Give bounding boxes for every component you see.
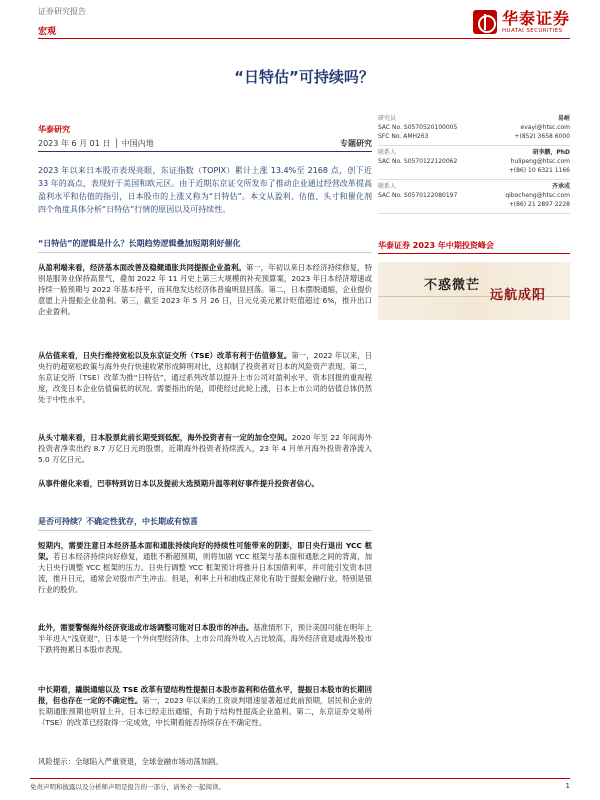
company-logo [473,10,570,34]
intro-summary: 2023 年以来日本股市表现亮眼，东证指数（TOPIX）累计上涨 13.4%至 2168 点，创下近 33 年的高点，表现好于美国和欧元区。由于近期东京证交所发布了推动企业通过经营改革提高盈利水平和估值的指引，日本股市的上涨又称为“日特估”。本文从盈利、估值、头寸和催化剂四个角度具体分析“日特估”行情的原因以及可持续性。 [38,166,372,214]
analyst-sac: SAC No. S0570122120062 [378,158,458,165]
analyst-role: 联系人 [378,183,397,190]
conference-title: 华泰证券 2023 年中期投资峰会 [378,241,494,250]
page-number: 1 [565,782,570,790]
paragraph-lead: 此外，需要警惕海外经济衰退或市场调整可能对日本股市的冲击。 [38,623,254,632]
header-rule [38,38,570,39]
risk-note: 风险提示：全球陷入严重衰退，全球金融市场动荡加剧。 [38,757,223,766]
paragraph-lead: 中长期看，撬脱通缩以及 TSE 改革有望结构性提振日本股市盈利和估值水平，提振日本股市的长期回报，但也存在一定的不确定性。 [38,685,372,705]
logo-en-text: HUATAI SECURITIES [501,28,563,34]
banner-right-text: 远航成阳 [490,288,547,303]
section-rule-2 [38,530,372,531]
section-heading-1: “日特估”的逻辑是什么？长期趋势逻辑叠加短期利好催化 [38,239,241,248]
huatai-logo-icon [473,10,497,34]
paragraph [38,478,372,489]
paragraph-body: 第一，2023 年以来的工资谈判增速显著超过此前预期，居民和企业的长期通胀预期也明显上升，日本已经走出通缩，有助于结构性提高企业盈利。第二，东京证券交易所（TSE）的改革已经取得一定成效，中长期看能否持续存在不确定性。 [38,696,372,727]
paragraph-lead: 从盈利端来看，经济基本面改善及稳健通胀共同提振企业盈利。 [38,263,246,272]
analyst-card [378,146,570,180]
paragraph-lead: 短期内，需要注意日本经济基本面和通胀持续向好的持续性可能带来的阴影，即日央行退出 YCC 框架。 [38,541,372,561]
analyst-name: 齐承成 [551,183,570,190]
logo-cn-text: 华泰证券 [501,9,570,28]
analyst-role: 研究员 [378,115,397,122]
conference-banner[interactable] [378,262,570,320]
paragraph [38,432,372,465]
analyst-name: 易峘 [557,115,570,122]
analyst-card [378,180,570,214]
footer-disclaimer: 免责声明和披露以及分析师声明是报告的一部分，请务必一起阅读。 [30,783,225,791]
report-date: 2023 年 6 月 01 日 [38,139,111,148]
paragraph [38,540,372,595]
section-heading-2: 是否可持续？不确定性犹存，中长期或有惊喜 [38,517,198,526]
paragraph [38,622,372,655]
paragraph-lead: 从估值来看，日央行维持宽松以及东京证交所（TSE）改革有利于估值修复。 [38,351,292,360]
analyst-phone: +(852) 3658 6000 [514,133,570,140]
analyst-name: 胡李鹏，PhD [532,149,570,156]
analyst-email[interactable]: evayi@htsc.com [520,124,570,131]
banner-left-text: 不惑微芒 [424,278,481,293]
brand-label: 华泰研究 [38,125,70,134]
conference-rule [378,253,570,254]
report-region: │ 中国内地 [114,139,154,148]
analyst-panel [378,112,570,214]
report-type: 专题研究 [340,139,372,148]
analyst-sac: SAC No. S0570520100005 [378,124,458,131]
analyst-sac: SAC No. S0570122080197 [378,192,458,199]
paragraph-body: 基准情形下，预计美国可能在明年上半年进入“浅衰退”，日本是一个外向型经济体，上市公司海外收入占比较高，海外经济衰退或海外股市下跌将拖累日本股市表现。 [38,623,372,654]
analyst-phone: +(86) 10 6321 1166 [508,167,570,174]
analyst-phone: +(86) 21 2897 2228 [508,201,570,208]
doc-type-label: 证券研究报告 [38,7,86,16]
section-rule-1 [38,252,372,253]
paragraph-body: 第一，2022 年以来，日央行的超宽松政策与海外央行快速收紧形成鲜明对比，这抑制了投资者对日本的风险资产表现。第二，东京证交所（TSE）改革为推“日特估”，通过系列改革以提升上市公司对盈利水平、资本回报的重视程度，改变日本企业估值偏低的状况。需要指出的是，即使经过此轮上涨，日本上市公司的估值总体仍然处于中性水平。 [38,351,372,404]
paragraph-body: 第一，年初以来日本经济持续修复，特别是服务业保持高景气，叠加 2022 年 11 月史上第三大规模的补充预算案，2023 年日本经济增速或持续一般预期与 2022 年基本持平，而其他发达经济体普遍明显回落。第二，日本摆脱通缩，企业提价意愿上升提振企业盈利。第三，截至 2023 年 5 月 26 日，日元兑美元累计贬值超过 6%，推升出口企业盈利。 [38,263,372,316]
paragraph-lead: 从头寸端来看，日本股票此前长期受到低配，海外投资者有一定的加仓空间。 [38,433,292,442]
meta-rule [38,151,372,152]
footer-rule [30,778,570,779]
paragraph-body: 2020 年至 22 年间海外投资者净卖出约 8.7 万亿日元的股票，近期海外投资者持续流入，23 年 4 月单月海外投资者净流入 5.0 万亿日元。 [38,433,372,464]
analyst-sfc: SFC No. AMH263 [378,133,429,140]
paragraph-lead: 从事件催化来看，巴菲特到访日本以及提前大选预期升温等利好事件提升投资者信心。 [38,479,319,488]
paragraph [38,262,372,317]
analyst-role: 联系人 [378,149,397,156]
analyst-email[interactable]: hulipeng@htsc.com [510,158,570,165]
category-label: 宏观 [38,27,57,37]
analyst-card [378,112,570,146]
paragraph-body: 若日本经济持续向好修复，通胀不断超预期，则将加剧 YCC 框架与基本面和通胀之间的背离，加大日央行调整 YCC 框架的压力。日央行调整 YCC 框架预计将推升日本国债利率，并可能引发资本回流，推升日元，通常会对股市产生冲击。但是，利率上升和曲线正常化有助于提振金融行业，特别是银行业的股价。 [38,552,372,594]
meta-row [38,138,372,149]
paragraph [38,350,372,405]
report-title: “日特估”可持续吗？ [234,68,374,86]
paragraph [38,684,372,728]
analyst-email[interactable]: qibocheng@htsc.com [505,192,570,199]
